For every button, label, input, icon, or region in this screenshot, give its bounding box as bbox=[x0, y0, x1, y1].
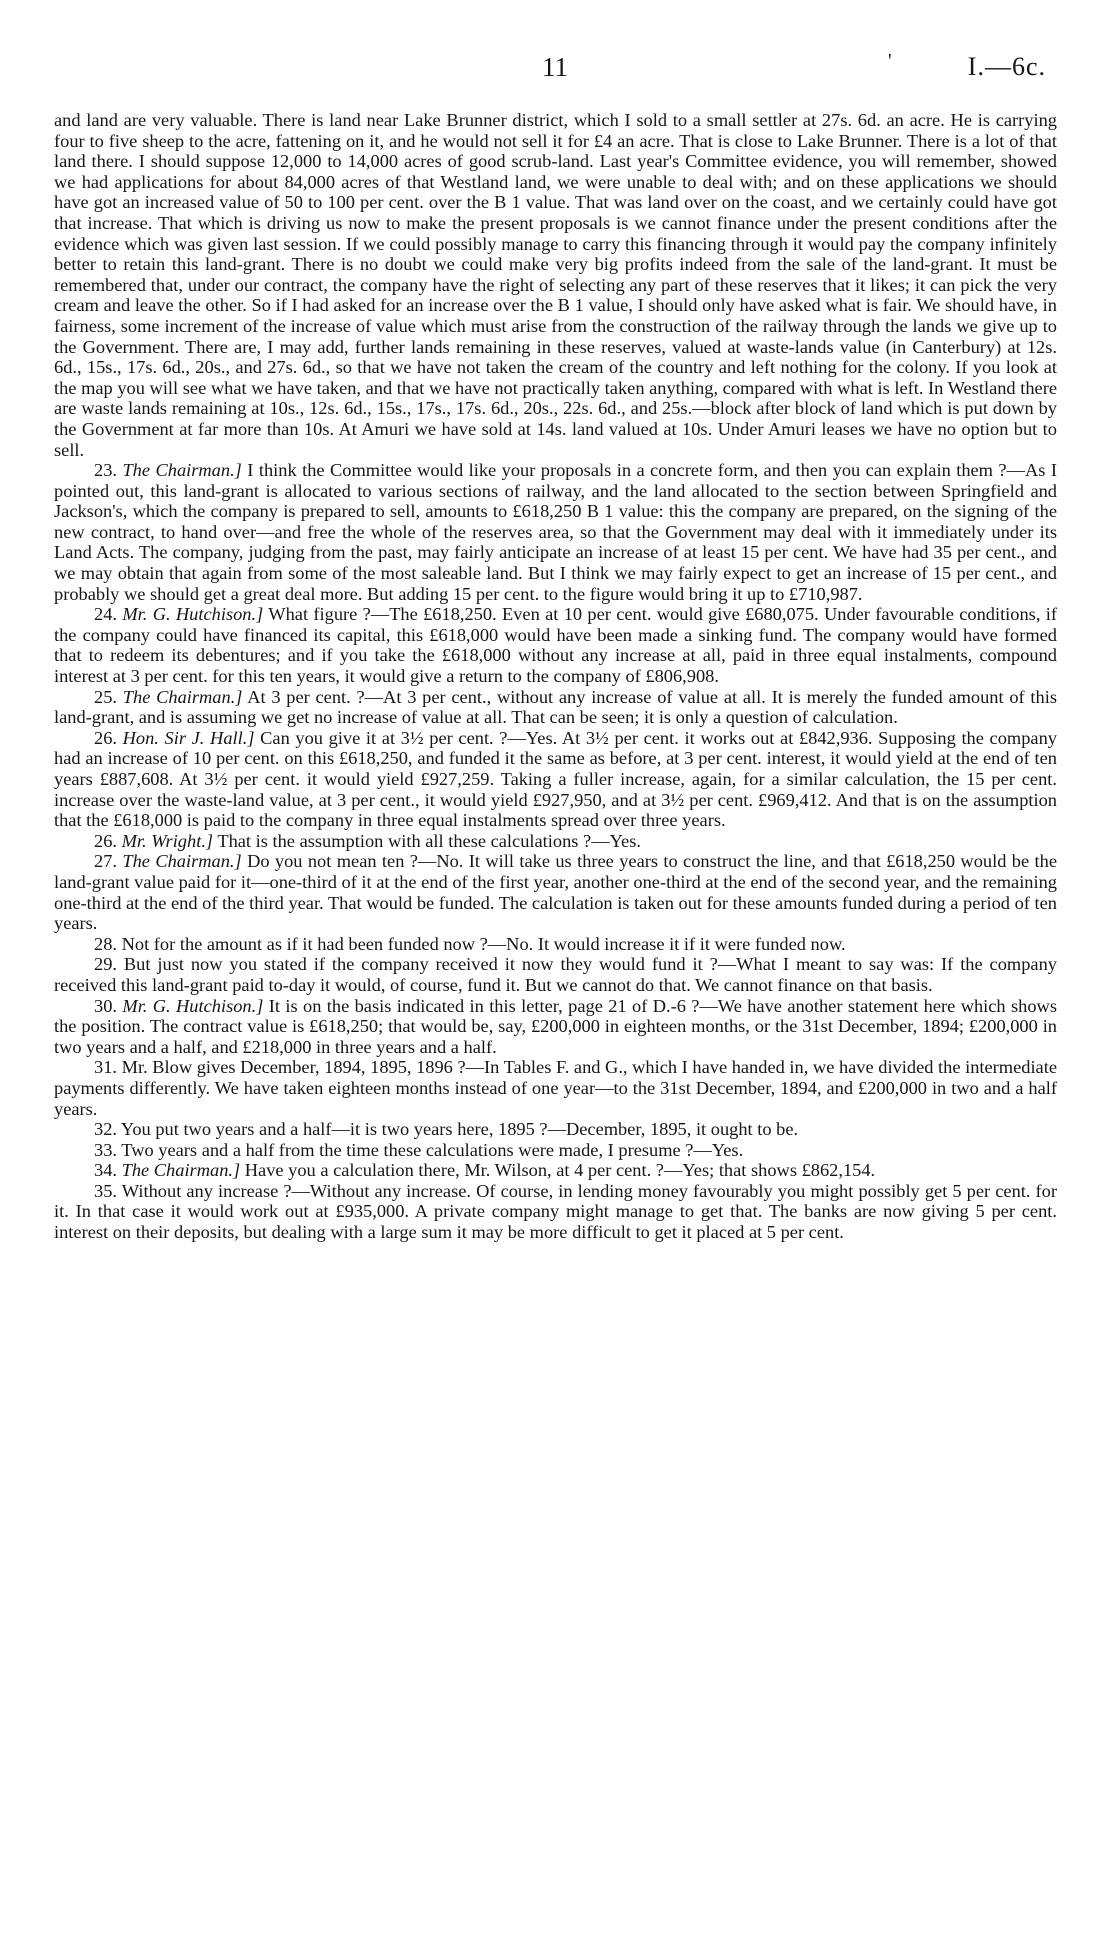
question-29 bbox=[54, 954, 1057, 995]
question-26 bbox=[54, 728, 1057, 831]
document-body bbox=[54, 110, 1057, 1243]
paragraph-text: I think the Committee would like your proposals in a concrete form, and then you can explain them ?—As I pointed out, this land-grant is allocated to various sections of railway, and the land allocated to the section between Springfield and Jackson's, which the company is prepared to sell, amounts to £618,250 B 1 value: this the company are prepared, on the signing of the new contract, to hand over—and free the whole of the reserves area, so that the Government may deal with it immediately under its Land Acts. The company, judging from the past, may fairly anticipate an increase of at least 15 per cent. We have had 35 per cent., and we may obtain that again from some of the most saleable land. But I think we may fairly expect to get an increase of 15 per cent., and probably we should get a great deal more. But adding 15 per cent. to the figure would bring it up to £710,987. bbox=[54, 460, 1057, 604]
paragraph-text: Do you not mean ten ?—No. It will take us three years to construct the line, and that £618,250 would be the land-grant value paid for it—one-third of it at the end of the first year, another one-third at the end of the second year, and the remaining one-third at the end of the third year. That would be funded. The calculation is taken out for these amounts funded during a period of ten years. bbox=[54, 851, 1058, 934]
paragraph-text: At 3 per cent. ?—At 3 per cent., without any increase of value at all. It is merely the funded amount of this land-grant, and is assuming we get no increase of value at all. That can be seen; it is only a question of calculation. bbox=[54, 686, 1057, 728]
speaker: Mr. G. Hutchison.] bbox=[122, 604, 264, 625]
speaker: Mr. G. Hutchison.] bbox=[122, 995, 264, 1016]
question-number: 26. bbox=[94, 830, 117, 851]
paragraph-text: But just now you stated if the company received it now they would fund it ?—What I meant to say was: If the company received this land-grant paid to-day it would, of course, fund it. But we cannot do that. We cannot finance on that basis. bbox=[54, 954, 1057, 995]
question-34 bbox=[54, 1160, 1057, 1181]
question-number: 27. bbox=[94, 851, 117, 872]
speaker: The Chairman.] bbox=[122, 460, 242, 481]
question-number: 29. bbox=[94, 954, 117, 975]
speaker: The Chairman.] bbox=[122, 686, 243, 707]
question-25 bbox=[54, 687, 1057, 728]
question-26b bbox=[54, 831, 1057, 852]
paragraph-continuation bbox=[54, 110, 1057, 460]
question-number: 34. bbox=[94, 1160, 117, 1181]
page-number: 11 bbox=[542, 52, 568, 82]
question-number: 24. bbox=[94, 604, 117, 625]
question-30 bbox=[54, 996, 1057, 1058]
paragraph-text: and land are very valuable. There is land near Lake Brunner district, which I sold to a small settler at 27s. 6d. an acre. He is carrying four to five sheep to the acre, fattening on it, and he would not sell it for £4 an acre. That is close to Lake Brunner. There is a lot of that land there. I should suppose 12,000 to 14,000 acres of good scrub-land. Last year's Committee evidence, you will remember, showed we had applications for about 84,000 acres of that Westland land, we were unable to deal with; and on these applications we should have got an increased value of 50 to 100 per cent. over the B 1 value. That was land over on the coast, and we certainly could have got that increase. That which is driving us now to make the present proposals is we cannot finance under the present conditions after the evidence which was given last session. If we could possibly manage to carry this financing through it would pay the company infinitely better to retain this land-grant. There is no doubt we could make very big profits indeed from the sale of the land-grant. It must be remembered that, under our contract, the company have the right of selecting any part of these reserves that it likes; it can pick the very cream and leave the other. So if I had asked for an increase over the B 1 value, I should only have asked what is fair. We should have, in fairness, some increment of the increase of value which must arise from the construction of the railway through the lands we give up to the Government. There are, I may add, further lands remaining in these reserves, valued at waste-lands value (in Canterbury) at 12s. 6d., 15s., 17s. 6d., 20s., and 27s. 6d., so that we have not taken the cream of the country and left nothing for the colony. If you look at the map you will see what we have taken, and that we have not practically taken anything, compared with what is left. In Westland there are waste lands remaining at 10s., 12s. 6d., 15s., 17s., 17s. 6d., 20s., 22s. 6d., and 25s.—block after block of land which is put down by the Government at far more than 10s. At Amuri we have sold at 14s. land valued at 10s. Under Amuri leases we have no option but to sell. bbox=[54, 110, 1057, 460]
question-33 bbox=[54, 1140, 1057, 1161]
document-reference: I.—6c. bbox=[967, 52, 1046, 81]
question-32 bbox=[54, 1119, 1057, 1140]
question-number: 35. bbox=[94, 1180, 117, 1201]
paragraph-text: Without any increase ?—Without any increase. Of course, in lending money favourably you might possibly get 5 per cent. for it. In that case it would work out at £935,000. A private company might manage to get that. The banks are now giving 5 per cent. interest on their deposits, but dealing with a large sum it may be more difficult to get it placed at 5 per cent. bbox=[54, 1180, 1057, 1243]
question-28 bbox=[54, 934, 1057, 955]
question-number: 28. bbox=[94, 933, 117, 954]
paragraph-text: Have you a calculation there, Mr. Wilson, at 4 per cent. ?—Yes; that shows £862,154. bbox=[244, 1160, 876, 1181]
speaker: The Chairman.] bbox=[121, 1160, 241, 1181]
question-number: 32. bbox=[94, 1119, 117, 1140]
question-24 bbox=[54, 604, 1057, 686]
question-31 bbox=[54, 1057, 1057, 1119]
paragraph-text: That is the assumption with all these calculations ?—Yes. bbox=[217, 830, 641, 851]
speaker: Mr. Wright.] bbox=[121, 830, 214, 851]
question-35 bbox=[54, 1181, 1057, 1243]
question-number: 33. bbox=[94, 1139, 117, 1160]
question-27 bbox=[54, 851, 1057, 933]
paragraph-text: Not for the amount as if it had been funded now ?—No. It would increase it if it were funded now. bbox=[121, 933, 846, 954]
paragraph-text: Mr. Blow gives December, 1894, 1895, 1896 ?—In Tables F. and G., which I have handed in, we have divided the intermediate payments differently. We have taken eighteen months instead of one year—to the 31st December, 1894, and £200,000 in two and a half years. bbox=[54, 1057, 1057, 1119]
paragraph-text: Can you give it at 3½ per cent. ?—Yes. At 3½ per cent. it works out at £842,936. Supposing the company had an increase of 10 per cent. on this £618,250, and funded it the same as before, at 3 per cent. interest, it would yield at the end of ten years £887,608. At 3½ per cent. it would yield £927,259. Taking a fuller increase, again, for a similar calculation, the 15 per cent. increase over the waste-land value, at 3 per cent., it would yield £927,950, and at 3½ per cent. £969,412. And that is on the assumption that the £618,000 is paid to the company in three equal instalments spread over three years. bbox=[54, 727, 1057, 831]
question-number: 30. bbox=[94, 995, 117, 1016]
header-mark: ' bbox=[888, 50, 892, 72]
question-number: 23. bbox=[94, 460, 117, 481]
paragraph-text: What figure ?—The £618,250. Even at 10 per cent. would give £680,075. Under favourable conditions, if the company could have financed its capital, this £618,000 would have been made a sinking fund. The company would have formed that to redeem its debentures; and if you take the £618,000 without any increase at all, paid in three equal instalments, compound interest at 3 per cent. for this ten years, it would give a return to the company of £806,908. bbox=[54, 604, 1057, 687]
speaker: The Chairman.] bbox=[122, 851, 242, 872]
question-number: 25. bbox=[94, 686, 117, 707]
question-number: 26. bbox=[94, 727, 117, 748]
paragraph-text: It is on the basis indicated in this letter, page 21 of D.-6 ?—We have another statement here which shows the position. The contract value is £618,250; that would be, say, £200,000 in eighteen months, or the 31st December, 1894; £200,000 in two years and a half, and £218,000 in three years and a half. bbox=[54, 995, 1057, 1057]
question-23 bbox=[54, 460, 1057, 604]
question-number: 31. bbox=[94, 1057, 117, 1078]
paragraph-text: Two years and a half from the time these calculations were made, I presume ?—Yes. bbox=[121, 1139, 744, 1160]
speaker: Hon. Sir J. Hall.] bbox=[122, 727, 255, 748]
paragraph-text: You put two years and a half—it is two years here, 1895 ?—December, 1895, it ought to be. bbox=[120, 1119, 799, 1140]
